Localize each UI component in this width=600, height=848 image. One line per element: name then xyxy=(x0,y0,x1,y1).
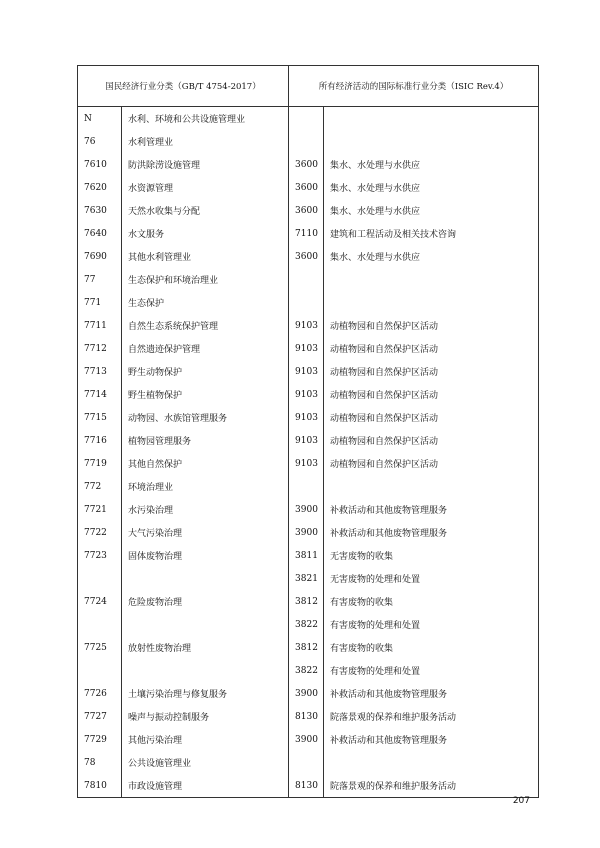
gb-code: 771 xyxy=(78,291,122,314)
gb-code: 7713 xyxy=(78,360,122,383)
isic-code: 3900 xyxy=(289,728,324,751)
table-row xyxy=(78,613,539,636)
gb-category-name: 公共设施管理业 xyxy=(122,751,289,774)
gb-category-name: 水污染治理 xyxy=(122,498,289,521)
isic-code: 3812 xyxy=(289,636,324,659)
gb-code: 7630 xyxy=(78,199,122,222)
isic-description xyxy=(324,268,539,291)
table-row xyxy=(78,222,539,245)
table-row xyxy=(78,383,539,406)
isic-code: 9103 xyxy=(289,360,324,383)
gb-category-name: 环境治理业 xyxy=(122,475,289,498)
isic-code: 8130 xyxy=(289,705,324,728)
isic-code: 9103 xyxy=(289,314,324,337)
gb-code: 7711 xyxy=(78,314,122,337)
table-row xyxy=(78,130,539,153)
isic-description: 无害废物的收集 xyxy=(324,544,539,567)
gb-category-name: 自然生态系统保护管理 xyxy=(122,314,289,337)
gb-category-name: 水文服务 xyxy=(122,222,289,245)
isic-code: 7110 xyxy=(289,222,324,245)
table-row xyxy=(78,176,539,199)
isic-code xyxy=(289,751,324,774)
isic-code: 9103 xyxy=(289,452,324,475)
gb-category-name: 固体废物治理 xyxy=(122,544,289,567)
isic-code xyxy=(289,268,324,291)
isic-description: 有害废物的处理和处置 xyxy=(324,613,539,636)
table-row xyxy=(78,199,539,222)
table-row xyxy=(78,636,539,659)
isic-code: 3600 xyxy=(289,153,324,176)
table-row xyxy=(78,590,539,613)
gb-category-name: 危险废物治理 xyxy=(122,590,289,613)
gb-category-name xyxy=(122,659,289,682)
isic-description: 院落景观的保养和维护服务活动 xyxy=(324,774,539,798)
gb-code: 7724 xyxy=(78,590,122,613)
table-row xyxy=(78,475,539,498)
isic-description: 集水、水处理与水供应 xyxy=(324,176,539,199)
gb-category-name: 大气污染治理 xyxy=(122,521,289,544)
gb-code: 7721 xyxy=(78,498,122,521)
gb-code: 7810 xyxy=(78,774,122,798)
isic-code: 3600 xyxy=(289,176,324,199)
gb-code: 7712 xyxy=(78,337,122,360)
isic-description: 有害废物的收集 xyxy=(324,636,539,659)
isic-description: 补救活动和其他废物管理服务 xyxy=(324,682,539,705)
gb-code: 76 xyxy=(78,130,122,153)
isic-description: 补救活动和其他废物管理服务 xyxy=(324,728,539,751)
table-header-row xyxy=(78,66,539,107)
isic-description xyxy=(324,130,539,153)
table-row xyxy=(78,452,539,475)
gb-category-name: 水利、环境和公共设施管理业 xyxy=(122,107,289,131)
industry-classification-table xyxy=(77,65,539,798)
isic-description: 动植物园和自然保护区活动 xyxy=(324,314,539,337)
isic-description xyxy=(324,475,539,498)
gb-code: 7726 xyxy=(78,682,122,705)
gb-category-name: 天然水收集与分配 xyxy=(122,199,289,222)
table-row xyxy=(78,659,539,682)
isic-description xyxy=(324,751,539,774)
gb-code: 7716 xyxy=(78,429,122,452)
gb-code: 7715 xyxy=(78,406,122,429)
isic-description: 无害废物的处理和处置 xyxy=(324,567,539,590)
table-row xyxy=(78,751,539,774)
gb-category-name: 生态保护和环境治理业 xyxy=(122,268,289,291)
table-row xyxy=(78,728,539,751)
table-row xyxy=(78,291,539,314)
header-gbt-4754: 国民经济行业分类（GB/T 4754-2017） xyxy=(78,66,289,107)
isic-code: 3822 xyxy=(289,659,324,682)
isic-description: 动植物园和自然保护区活动 xyxy=(324,337,539,360)
gb-category-name: 土壤污染治理与修复服务 xyxy=(122,682,289,705)
isic-description: 有害废物的收集 xyxy=(324,590,539,613)
isic-description: 院落景观的保养和维护服务活动 xyxy=(324,705,539,728)
isic-code: 3600 xyxy=(289,245,324,268)
gb-code: 7725 xyxy=(78,636,122,659)
isic-code: 9103 xyxy=(289,337,324,360)
table-row xyxy=(78,682,539,705)
isic-description: 动植物园和自然保护区活动 xyxy=(324,452,539,475)
isic-code: 9103 xyxy=(289,383,324,406)
table-row xyxy=(78,314,539,337)
gb-category-name: 动物园、水族馆管理服务 xyxy=(122,406,289,429)
table-row xyxy=(78,498,539,521)
gb-category-name: 市政设施管理 xyxy=(122,774,289,798)
table-row xyxy=(78,705,539,728)
gb-code: 77 xyxy=(78,268,122,291)
table-row xyxy=(78,544,539,567)
gb-code: 78 xyxy=(78,751,122,774)
gb-code: 772 xyxy=(78,475,122,498)
isic-code: 3822 xyxy=(289,613,324,636)
isic-code: 3821 xyxy=(289,567,324,590)
gb-category-name: 水资源管理 xyxy=(122,176,289,199)
isic-description: 集水、水处理与水供应 xyxy=(324,199,539,222)
table-row xyxy=(78,521,539,544)
gb-code: 7719 xyxy=(78,452,122,475)
header-isic-rev4: 所有经济活动的国际标准行业分类（ISIC Rev.4） xyxy=(289,66,539,107)
gb-code: 7729 xyxy=(78,728,122,751)
table-row xyxy=(78,567,539,590)
gb-category-name: 噪声与振动控制服务 xyxy=(122,705,289,728)
isic-description: 集水、水处理与水供应 xyxy=(324,153,539,176)
isic-description xyxy=(324,291,539,314)
gb-category-name: 其他水利管理业 xyxy=(122,245,289,268)
gb-code: 7723 xyxy=(78,544,122,567)
isic-description: 补救活动和其他废物管理服务 xyxy=(324,521,539,544)
table-row xyxy=(78,107,539,131)
isic-code xyxy=(289,475,324,498)
gb-category-name: 其他自然保护 xyxy=(122,452,289,475)
gb-code: 7620 xyxy=(78,176,122,199)
isic-code: 9103 xyxy=(289,429,324,452)
table-row xyxy=(78,337,539,360)
isic-code: 3811 xyxy=(289,544,324,567)
gb-category-name: 野生植物保护 xyxy=(122,383,289,406)
isic-code: 3900 xyxy=(289,498,324,521)
table-row xyxy=(78,268,539,291)
isic-description: 动植物园和自然保护区活动 xyxy=(324,429,539,452)
gb-code: 7640 xyxy=(78,222,122,245)
isic-code xyxy=(289,291,324,314)
isic-description: 动植物园和自然保护区活动 xyxy=(324,383,539,406)
isic-description: 集水、水处理与水供应 xyxy=(324,245,539,268)
gb-category-name: 其他污染治理 xyxy=(122,728,289,751)
gb-category-name: 放射性废物治理 xyxy=(122,636,289,659)
page-number: 207 xyxy=(512,796,530,806)
gb-code: 7714 xyxy=(78,383,122,406)
gb-category-name: 防洪除涝设施管理 xyxy=(122,153,289,176)
isic-code: 8130 xyxy=(289,774,324,798)
isic-description: 有害废物的处理和处置 xyxy=(324,659,539,682)
gb-code xyxy=(78,613,122,636)
gb-category-name xyxy=(122,613,289,636)
gb-code: 7610 xyxy=(78,153,122,176)
gb-category-name: 水利管理业 xyxy=(122,130,289,153)
gb-code xyxy=(78,659,122,682)
gb-category-name: 自然遗迹保护管理 xyxy=(122,337,289,360)
gb-code xyxy=(78,567,122,590)
isic-code xyxy=(289,130,324,153)
gb-code: 7727 xyxy=(78,705,122,728)
gb-code: 7722 xyxy=(78,521,122,544)
table-row xyxy=(78,429,539,452)
isic-code: 3900 xyxy=(289,682,324,705)
gb-code: 7690 xyxy=(78,245,122,268)
gb-category-name xyxy=(122,567,289,590)
isic-description xyxy=(324,107,539,131)
table-row xyxy=(78,774,539,798)
gb-category-name: 生态保护 xyxy=(122,291,289,314)
gb-code: N xyxy=(78,107,122,131)
gb-category-name: 植物园管理服务 xyxy=(122,429,289,452)
isic-description: 补救活动和其他废物管理服务 xyxy=(324,498,539,521)
isic-code: 9103 xyxy=(289,406,324,429)
isic-code xyxy=(289,107,324,131)
isic-description: 动植物园和自然保护区活动 xyxy=(324,406,539,429)
table-row xyxy=(78,153,539,176)
isic-description: 建筑和工程活动及相关技术咨询 xyxy=(324,222,539,245)
isic-code: 3812 xyxy=(289,590,324,613)
isic-code: 3900 xyxy=(289,521,324,544)
gb-category-name: 野生动物保护 xyxy=(122,360,289,383)
table-row xyxy=(78,245,539,268)
isic-code: 3600 xyxy=(289,199,324,222)
isic-description: 动植物园和自然保护区活动 xyxy=(324,360,539,383)
table-row xyxy=(78,406,539,429)
table-row xyxy=(78,360,539,383)
